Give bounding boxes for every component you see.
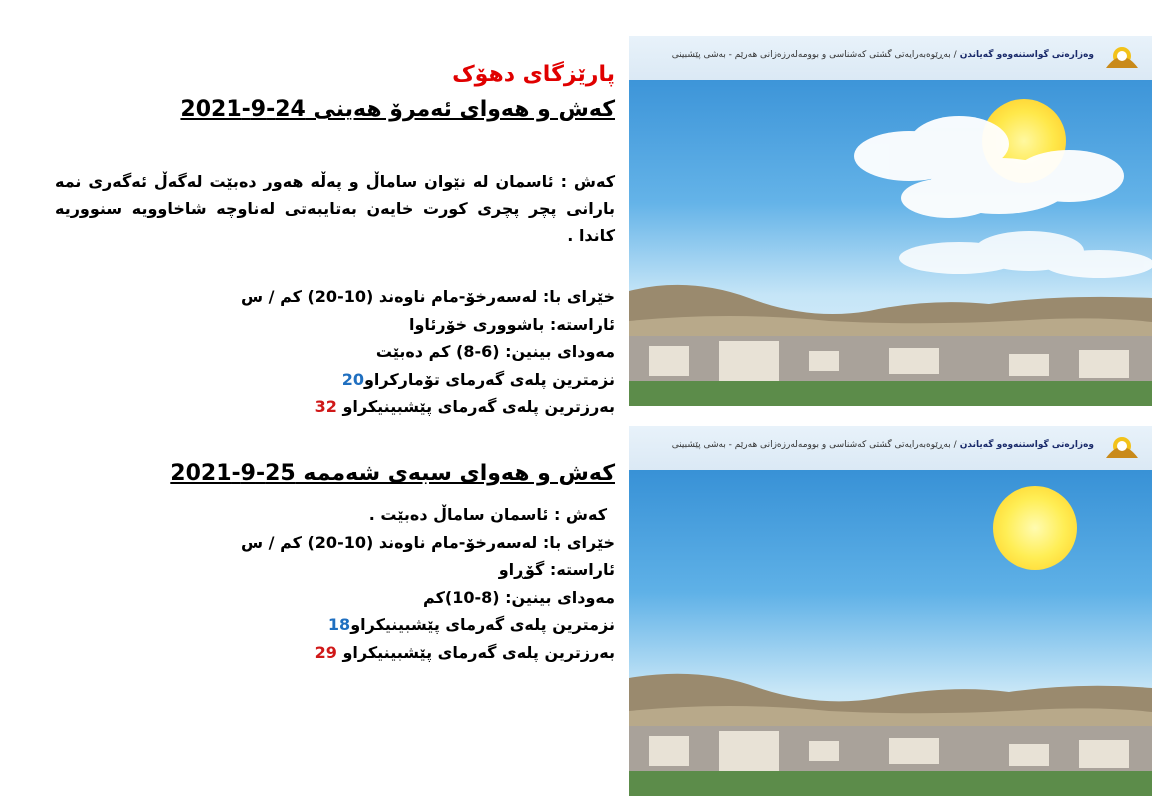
tomorrow-max-value: 29	[314, 642, 337, 662]
tomorrow-heading: کەش و هەوای سبەی شەممە 25-9-2021	[170, 461, 615, 486]
today-min-value: 20	[341, 369, 364, 389]
today-heading: کەش و هەوای ئەمرۆ هەینی 24-9-2021	[180, 97, 615, 122]
tomorrow-scene	[629, 426, 1152, 796]
ministry-name: وەزارەتی گواستنەوەو گەیاندن	[959, 440, 1094, 450]
kurdistan-emblem-icon	[1104, 42, 1140, 74]
kurdistan-emblem-icon	[1104, 432, 1140, 464]
today-max-value: 32	[314, 397, 337, 416]
banner-text	[672, 440, 1094, 450]
ministry-name: وەزارەتی گواستنەوەو گەیاندن	[959, 50, 1094, 60]
today-min-temp	[241, 366, 615, 394]
today-max-temp	[241, 393, 615, 421]
sun-icon	[993, 486, 1077, 570]
tomorrow-direction: ئاراستە: گۆڕاو	[498, 560, 615, 579]
tomorrow-description: کەش : ئاسمان ساماڵ دەبێت .	[368, 505, 607, 524]
today-weather-image	[629, 36, 1152, 406]
tomorrow-min-temp	[241, 611, 615, 639]
today-details	[241, 283, 615, 421]
today-max-label: بەرزترین پلەی گەرمای پێشبینیکراو	[342, 397, 615, 416]
tomorrow-details	[241, 501, 615, 666]
banner-text	[672, 50, 1094, 60]
tomorrow-max-temp	[241, 639, 615, 667]
today-direction: ئاراستە: باشووری خۆرئاوا	[408, 314, 615, 334]
tomorrow-max-label: بەرزترین پلەی گەرمای پێشبینیکراو	[342, 642, 615, 662]
today-min-label: نزمترین پلەی گەرمای تۆمارکراو	[363, 369, 615, 389]
today-scene	[629, 36, 1152, 406]
tomorrow-visibility: مەودای بینین: (8-10)کم	[423, 587, 615, 607]
today-wind: خێرای با: لەسەرخۆ-مام ناوەند (10-20) کم / س	[241, 287, 615, 306]
directorate-name: / بەڕێوەبەرایەتی گشتی کەشناسی و بوومەلەرزەزانی هەرێم - بەشی پێشبینی	[671, 440, 957, 450]
tomorrow-weather-image	[629, 426, 1152, 796]
directorate-name: / بەڕێوەبەرایەتی گشتی کەشناسی و بوومەلەرزەزانی هەرێم - بەشی پێشبینی	[671, 50, 957, 60]
tomorrow-min-label: نزمترین پلەی گەرمای پێشبینیکراو	[350, 615, 615, 634]
tomorrow-wind: خێرای با: لەسەرخۆ-مام ناوەند (10-20) کم / س	[241, 532, 615, 552]
today-description: کەش : ئاسمان لە نێوان ساماڵ و پەڵە هەور دەبێت لەگەڵ ئەگەری نمە بارانی پچر پچری کورت خایەن بەتایبەتی لەناوچە شاخاوویە سنووریە کاندا .	[55, 172, 615, 245]
region-title: پارێزگای دهۆک	[452, 62, 615, 87]
tomorrow-min-value: 18	[327, 615, 351, 634]
today-visibility: مەودای بینین: (6-8) کم دەبێت	[375, 342, 615, 361]
